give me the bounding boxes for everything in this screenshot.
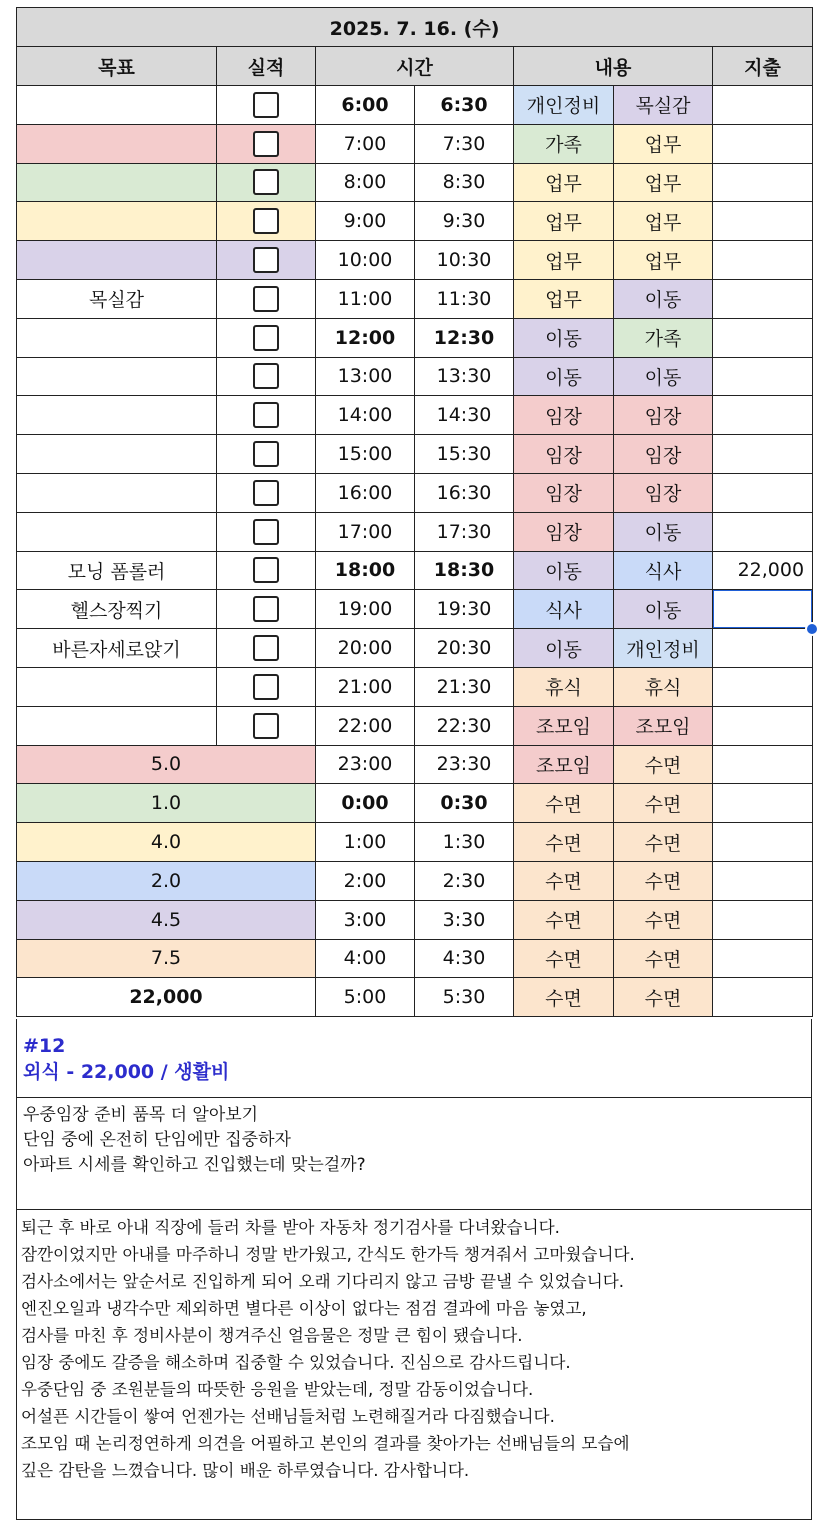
end-time-cell[interactable]: 9:30: [415, 202, 514, 241]
start-time-cell[interactable]: 21:00: [316, 667, 415, 706]
activity-cell[interactable]: 이동: [514, 318, 614, 357]
checkbox[interactable]: [253, 557, 279, 583]
expense-cell[interactable]: [713, 667, 813, 706]
activity-cell[interactable]: 이동: [614, 279, 713, 318]
summary-cell[interactable]: 4.0: [17, 823, 316, 862]
activity-cell[interactable]: 목실감: [614, 86, 713, 125]
note-line: 아파트 시세를 확인하고 진입했는데 맞는걸까?: [23, 1155, 366, 1175]
activity-cell[interactable]: 수면: [514, 784, 614, 823]
expense-cell[interactable]: [713, 163, 813, 202]
activity-cell[interactable]: 이동: [514, 551, 614, 590]
gratitude-note-cell[interactable]: [16, 1210, 812, 1520]
activity-cell[interactable]: 이동: [614, 590, 713, 629]
schedule-row: [17, 124, 813, 163]
activity-cell[interactable]: 이동: [514, 629, 614, 668]
schedule-row: [17, 900, 813, 939]
schedule-row: [17, 939, 813, 978]
daily-planner-table: [16, 7, 813, 1017]
activity-cell[interactable]: 수면: [614, 784, 713, 823]
activity-cell[interactable]: 임장: [514, 396, 614, 435]
goal-cell[interactable]: [17, 163, 217, 202]
checkbox[interactable]: [253, 519, 279, 545]
schedule-row: [17, 667, 813, 706]
activity-cell[interactable]: 업무: [614, 202, 713, 241]
activity-cell[interactable]: 조모임: [514, 745, 614, 784]
note-line: 우중임장 준비 품목 더 알아보기: [23, 1105, 259, 1125]
activity-cell[interactable]: 수면: [614, 939, 713, 978]
expense-note-cell[interactable]: [16, 1019, 812, 1098]
checkbox[interactable]: [253, 480, 279, 506]
note-line: 조모임 때 논리정연하게 의견을 어필하고 본인의 결과를 찾아가는 선배님들의 모습에: [21, 1434, 630, 1453]
done-cell[interactable]: [217, 473, 316, 512]
activity-cell[interactable]: 업무: [614, 241, 713, 280]
activity-cell[interactable]: 개인정비: [614, 629, 713, 668]
activity-cell[interactable]: 임장: [514, 473, 614, 512]
goal-cell[interactable]: [17, 202, 217, 241]
end-time-cell[interactable]: 15:30: [415, 435, 514, 474]
end-time-cell[interactable]: 0:30: [415, 784, 514, 823]
activity-cell[interactable]: 가족: [614, 318, 713, 357]
activity-cell[interactable]: 식사: [514, 590, 614, 629]
done-cell[interactable]: [217, 629, 316, 668]
goal-cell[interactable]: [17, 667, 217, 706]
end-time-cell[interactable]: 21:30: [415, 667, 514, 706]
summary-cell[interactable]: 22,000: [17, 978, 316, 1017]
activity-cell[interactable]: 수면: [514, 900, 614, 939]
start-time-cell[interactable]: 20:00: [316, 629, 415, 668]
checkbox[interactable]: [253, 635, 279, 661]
end-time-cell[interactable]: 20:30: [415, 629, 514, 668]
expense-cell[interactable]: [713, 202, 813, 241]
summary-cell[interactable]: 5.0: [17, 745, 316, 784]
expense-cell[interactable]: [713, 279, 813, 318]
goal-cell[interactable]: [17, 86, 217, 125]
done-cell[interactable]: [217, 279, 316, 318]
activity-cell[interactable]: 가족: [514, 124, 614, 163]
start-time-cell[interactable]: 0:00: [316, 784, 415, 823]
header-goal[interactable]: 목표: [17, 47, 217, 86]
done-cell[interactable]: [217, 396, 316, 435]
done-cell[interactable]: [217, 512, 316, 551]
schedule-row: [17, 279, 813, 318]
activity-cell[interactable]: 휴식: [514, 667, 614, 706]
end-time-cell[interactable]: 18:30: [415, 551, 514, 590]
date-title-cell[interactable]: 2025. 7. 16. (수): [17, 8, 813, 47]
expense-cell[interactable]: 22,000: [713, 551, 813, 590]
goal-cell[interactable]: [17, 706, 217, 745]
expense-cell[interactable]: [713, 473, 813, 512]
goal-cell[interactable]: [17, 124, 217, 163]
summary-cell[interactable]: 2.0: [17, 861, 316, 900]
goal-cell[interactable]: [17, 241, 217, 280]
start-time-cell[interactable]: 13:00: [316, 357, 415, 396]
schedule-row: [17, 512, 813, 551]
done-cell[interactable]: [217, 706, 316, 745]
note-line: 우중단임 중 조원분들의 따뜻한 응원을 받았는데, 정말 감동이었습니다.: [21, 1380, 534, 1399]
schedule-row: [17, 357, 813, 396]
end-time-cell[interactable]: 14:30: [415, 396, 514, 435]
schedule-row: [17, 784, 813, 823]
expense-cell[interactable]: [713, 435, 813, 474]
activity-cell[interactable]: 수면: [514, 823, 614, 862]
schedule-row: [17, 629, 813, 668]
activity-cell[interactable]: 식사: [614, 551, 713, 590]
checkbox[interactable]: [253, 596, 279, 622]
goal-cell[interactable]: 모닝 폼롤러: [17, 551, 217, 590]
activity-cell[interactable]: 임장: [614, 435, 713, 474]
activity-cell[interactable]: 조모임: [514, 706, 614, 745]
goal-cell[interactable]: [17, 435, 217, 474]
schedule-row: [17, 396, 813, 435]
header-expense[interactable]: 지출: [713, 47, 813, 86]
start-time-cell[interactable]: 9:00: [316, 202, 415, 241]
end-time-cell[interactable]: 23:30: [415, 745, 514, 784]
activity-cell[interactable]: 이동: [514, 357, 614, 396]
activity-cell[interactable]: 수면: [614, 900, 713, 939]
expense-cell[interactable]: [713, 241, 813, 280]
done-cell[interactable]: [217, 590, 316, 629]
expense-cell[interactable]: [713, 900, 813, 939]
end-time-cell[interactable]: 7:30: [415, 124, 514, 163]
start-time-cell[interactable]: 19:00: [316, 590, 415, 629]
goal-cell[interactable]: [17, 357, 217, 396]
summary-cell[interactable]: 4.5: [17, 900, 316, 939]
activity-cell[interactable]: 수면: [614, 861, 713, 900]
start-time-cell[interactable]: 23:00: [316, 745, 415, 784]
activity-cell[interactable]: 이동: [614, 512, 713, 551]
expense-cell[interactable]: [713, 939, 813, 978]
done-cell[interactable]: [217, 357, 316, 396]
done-cell[interactable]: [217, 202, 316, 241]
goal-cell[interactable]: [17, 512, 217, 551]
activity-cell[interactable]: 수면: [614, 978, 713, 1017]
activity-cell[interactable]: 수면: [614, 823, 713, 862]
activity-cell[interactable]: 수면: [514, 861, 614, 900]
activity-cell[interactable]: 임장: [514, 512, 614, 551]
goal-cell[interactable]: [17, 318, 217, 357]
header-done[interactable]: 실적: [217, 47, 316, 86]
activity-cell[interactable]: 업무: [514, 163, 614, 202]
summary-cell[interactable]: 1.0: [17, 784, 316, 823]
end-time-cell[interactable]: 13:30: [415, 357, 514, 396]
end-time-cell[interactable]: 4:30: [415, 939, 514, 978]
note-line: 퇴근 후 바로 아내 직장에 들러 차를 받아 자동차 정기검사를 다녀왔습니다.: [21, 1218, 560, 1237]
end-time-cell[interactable]: 6:30: [415, 86, 514, 125]
activity-cell[interactable]: 수면: [514, 978, 614, 1017]
schedule-row: [17, 86, 813, 125]
checkbox[interactable]: [253, 325, 279, 351]
note-line: 깊은 감탄을 느꼈습니다. 많이 배운 하루였습니다. 감사합니다.: [21, 1461, 470, 1480]
activity-cell[interactable]: 업무: [614, 163, 713, 202]
goal-cell[interactable]: 목실감: [17, 279, 217, 318]
expense-cell[interactable]: [713, 745, 813, 784]
end-time-cell[interactable]: 1:30: [415, 823, 514, 862]
expense-cell[interactable]: [713, 823, 813, 862]
done-cell[interactable]: [217, 667, 316, 706]
activity-cell[interactable]: 휴식: [614, 667, 713, 706]
expense-cell[interactable]: [713, 512, 813, 551]
end-time-cell[interactable]: 2:30: [415, 861, 514, 900]
start-time-cell[interactable]: 10:00: [316, 241, 415, 280]
end-time-cell[interactable]: 8:30: [415, 163, 514, 202]
schedule-row: [17, 823, 813, 862]
start-time-cell[interactable]: 6:00: [316, 86, 415, 125]
schedule-row: [17, 318, 813, 357]
start-time-cell[interactable]: 7:00: [316, 124, 415, 163]
checkbox[interactable]: [253, 713, 279, 739]
activity-cell[interactable]: 이동: [614, 357, 713, 396]
schedule-row: [17, 551, 813, 590]
schedule-row: [17, 590, 813, 629]
note-expense-line: 외식 - 22,000 / 생활비: [23, 1061, 230, 1083]
schedule-row: [17, 745, 813, 784]
done-cell[interactable]: [217, 86, 316, 125]
checkbox[interactable]: [253, 674, 279, 700]
checkbox[interactable]: [253, 208, 279, 234]
schedule-row: [17, 978, 813, 1017]
activity-cell[interactable]: 임장: [614, 396, 713, 435]
start-time-cell[interactable]: 15:00: [316, 435, 415, 474]
checkbox[interactable]: [253, 169, 279, 195]
note-line: 어설픈 시간들이 쌓여 언젠가는 선배님들처럼 노련해질거라 다짐했습니다.: [21, 1407, 555, 1426]
done-cell[interactable]: [217, 241, 316, 280]
start-time-cell[interactable]: 3:00: [316, 900, 415, 939]
expense-cell[interactable]: [713, 861, 813, 900]
end-time-cell[interactable]: 11:30: [415, 279, 514, 318]
goal-cell[interactable]: 헬스장찍기: [17, 590, 217, 629]
note-line: 임장 중에도 갈증을 해소하며 집중할 수 있었습니다. 진심으로 감사드립니다.: [21, 1353, 571, 1372]
expense-cell[interactable]: [713, 124, 813, 163]
start-time-cell[interactable]: 11:00: [316, 279, 415, 318]
schedule-row: [17, 706, 813, 745]
note-line: 단임 중에 온전히 단임에만 집중하자: [23, 1130, 291, 1150]
end-time-cell[interactable]: 22:30: [415, 706, 514, 745]
end-time-cell[interactable]: 19:30: [415, 590, 514, 629]
todo-note-cell[interactable]: [16, 1098, 812, 1210]
checkbox[interactable]: [253, 363, 279, 389]
end-time-cell[interactable]: 3:30: [415, 900, 514, 939]
fill-handle[interactable]: [805, 622, 819, 636]
goal-cell[interactable]: [17, 396, 217, 435]
checkbox[interactable]: [253, 92, 279, 118]
start-time-cell[interactable]: 2:00: [316, 861, 415, 900]
start-time-cell[interactable]: 14:00: [316, 396, 415, 435]
activity-cell[interactable]: 업무: [614, 124, 713, 163]
activity-cell[interactable]: 업무: [514, 202, 614, 241]
activity-cell[interactable]: 임장: [514, 435, 614, 474]
done-cell[interactable]: [217, 163, 316, 202]
start-time-cell[interactable]: 17:00: [316, 512, 415, 551]
note-line: 검사소에서는 앞순서로 진입하게 되어 오래 기다리지 않고 금방 끝낼 수 있었습니다.: [21, 1272, 625, 1291]
expense-cell[interactable]: [713, 318, 813, 357]
activity-cell[interactable]: 업무: [514, 241, 614, 280]
goal-cell[interactable]: [17, 473, 217, 512]
schedule-row: [17, 163, 813, 202]
expense-cell[interactable]: [713, 590, 813, 629]
done-cell[interactable]: [217, 435, 316, 474]
start-time-cell[interactable]: 5:00: [316, 978, 415, 1017]
end-time-cell[interactable]: 10:30: [415, 241, 514, 280]
activity-cell[interactable]: 임장: [614, 473, 713, 512]
schedule-row: [17, 241, 813, 280]
expense-cell[interactable]: [713, 978, 813, 1017]
activity-cell[interactable]: 업무: [514, 279, 614, 318]
end-time-cell[interactable]: 12:30: [415, 318, 514, 357]
done-cell[interactable]: [217, 551, 316, 590]
activity-cell[interactable]: 개인정비: [514, 86, 614, 125]
schedule-row: [17, 202, 813, 241]
note-line: 엔진오일과 냉각수만 제외하면 별다른 이상이 없다는 점검 결과에 마음 놓였고,: [21, 1299, 587, 1318]
end-time-cell[interactable]: 5:30: [415, 978, 514, 1017]
start-time-cell[interactable]: 8:00: [316, 163, 415, 202]
expense-cell[interactable]: [713, 396, 813, 435]
checkbox[interactable]: [253, 286, 279, 312]
schedule-row: [17, 473, 813, 512]
expense-cell[interactable]: [713, 629, 813, 668]
start-time-cell[interactable]: 16:00: [316, 473, 415, 512]
checkbox[interactable]: [253, 131, 279, 157]
note-line: 잠깐이었지만 아내를 마주하니 정말 반가웠고, 간식도 한가득 챙겨줘서 고마웠습니다.: [21, 1245, 635, 1264]
goal-cell[interactable]: 바른자세로앉기: [17, 629, 217, 668]
note-line: 검사를 마친 후 정비사분이 챙겨주신 얼음물은 정말 큰 힘이 됐습니다.: [21, 1326, 523, 1345]
expense-cell[interactable]: [713, 86, 813, 125]
expense-cell[interactable]: [713, 784, 813, 823]
done-cell[interactable]: [217, 318, 316, 357]
checkbox[interactable]: [253, 402, 279, 428]
start-time-cell[interactable]: 18:00: [316, 551, 415, 590]
end-time-cell[interactable]: 17:30: [415, 512, 514, 551]
end-time-cell[interactable]: 16:30: [415, 473, 514, 512]
expense-cell[interactable]: [713, 706, 813, 745]
header-time[interactable]: 시간: [316, 47, 514, 86]
expense-cell[interactable]: [713, 357, 813, 396]
start-time-cell[interactable]: 1:00: [316, 823, 415, 862]
note-tag: #12: [23, 1035, 66, 1057]
summary-cell[interactable]: 7.5: [17, 939, 316, 978]
start-time-cell[interactable]: 22:00: [316, 706, 415, 745]
done-cell[interactable]: [217, 124, 316, 163]
start-time-cell[interactable]: 12:00: [316, 318, 415, 357]
checkbox[interactable]: [253, 247, 279, 273]
schedule-row: [17, 435, 813, 474]
start-time-cell[interactable]: 4:00: [316, 939, 415, 978]
checkbox[interactable]: [253, 441, 279, 467]
header-content[interactable]: 내용: [514, 47, 713, 86]
schedule-row: [17, 861, 813, 900]
activity-cell[interactable]: 조모임: [614, 706, 713, 745]
activity-cell[interactable]: 수면: [514, 939, 614, 978]
activity-cell[interactable]: 수면: [614, 745, 713, 784]
